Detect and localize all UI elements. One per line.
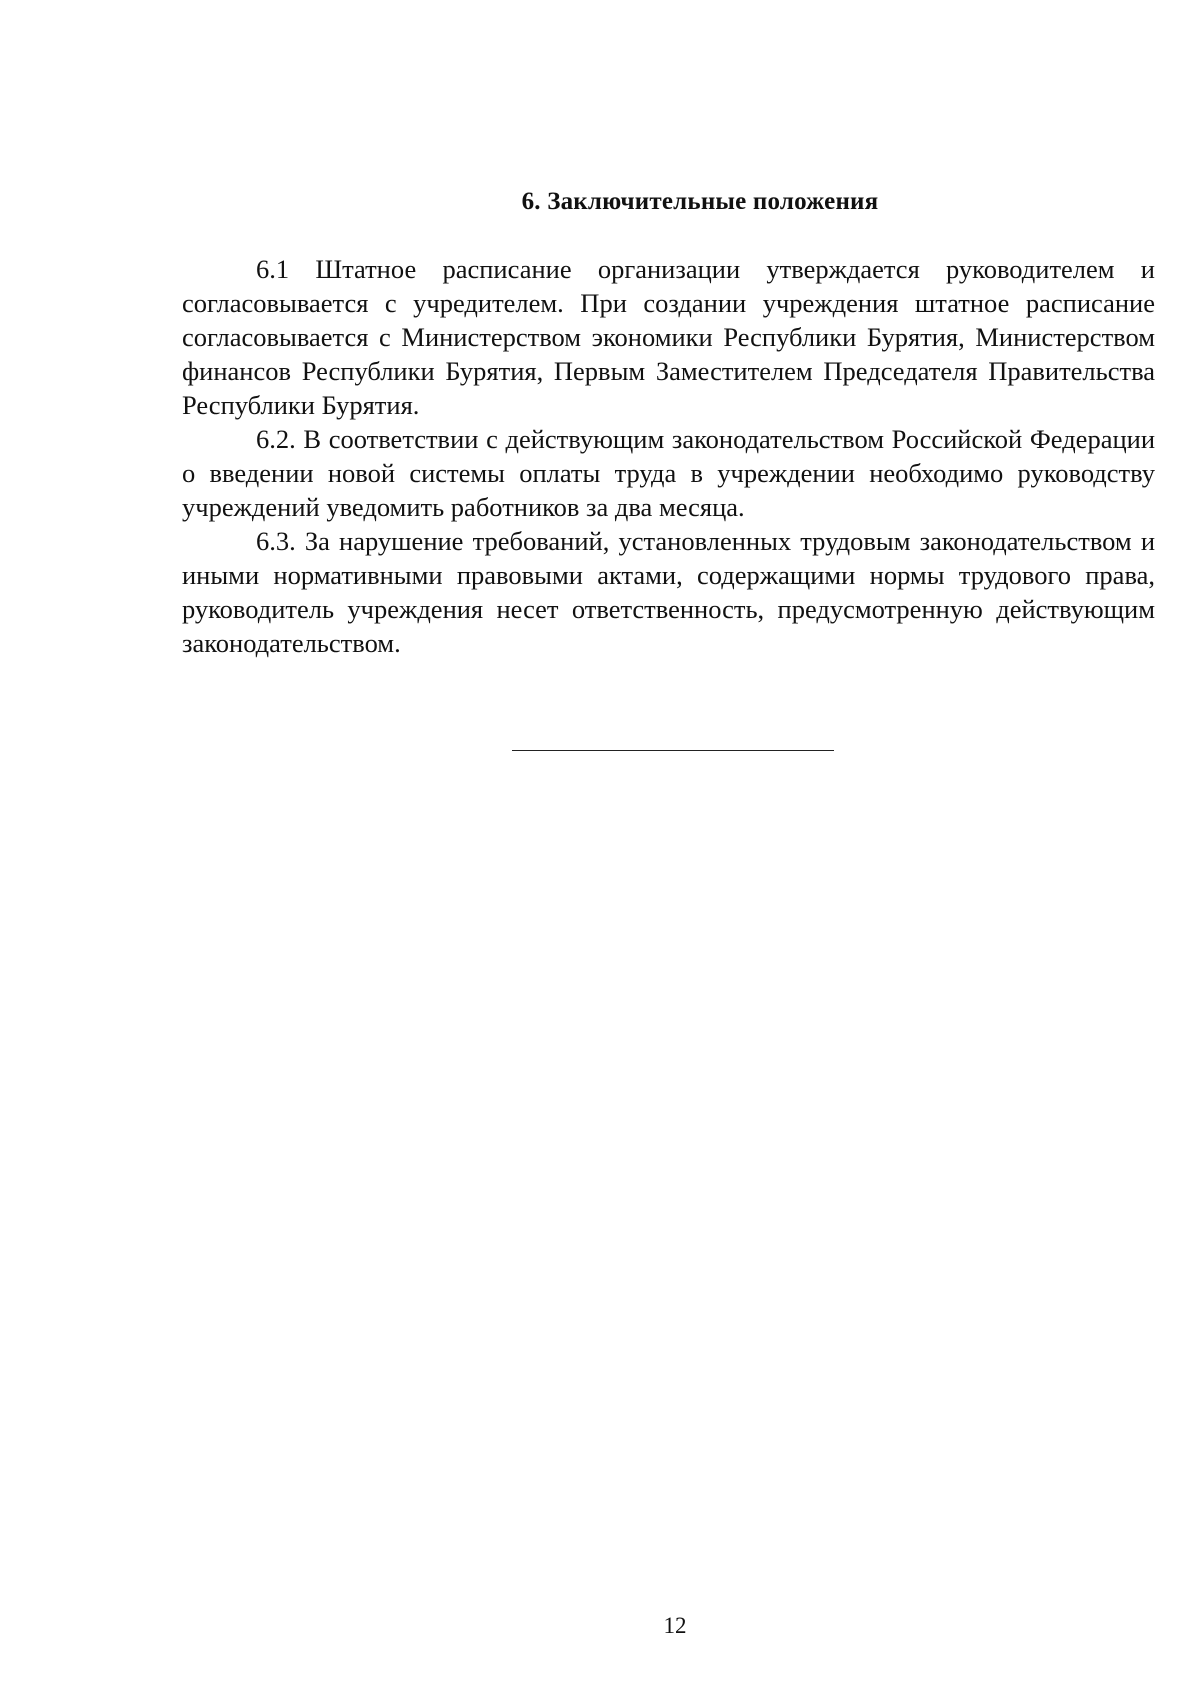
paragraph-6-2: 6.2. В соответствии с действующим законодательством Российской Федерации о введении новой системы оплаты труда в учреждении необходимо руководству учреждений уведомить работников за два месяца. bbox=[182, 424, 1155, 522]
page-number: 12 bbox=[663, 1613, 687, 1638]
paragraph-6-3: 6.3. За нарушение требований, установленных трудовым законодательством и иными нормативными правовыми актами, содержащими нормы трудового права, руководитель учреждения несет ответственность, предусмотренную действующим законодательством. bbox=[182, 526, 1155, 658]
paragraph-6-1: 6.1 Штатное расписание организации утверждается руководителем и согласовывается с учредителем. При создании учреждения штатное расписание согласовывается с Министерством экономики Республики Бурятия, Министерством финансов Республики Бурятия, Первым Заместителем Председателя Правительства Республики Бурятия. bbox=[182, 254, 1155, 420]
section-heading: 6. Заключительные положения bbox=[521, 188, 879, 215]
end-separator-line bbox=[512, 750, 834, 751]
section-body bbox=[182, 252, 1155, 660]
